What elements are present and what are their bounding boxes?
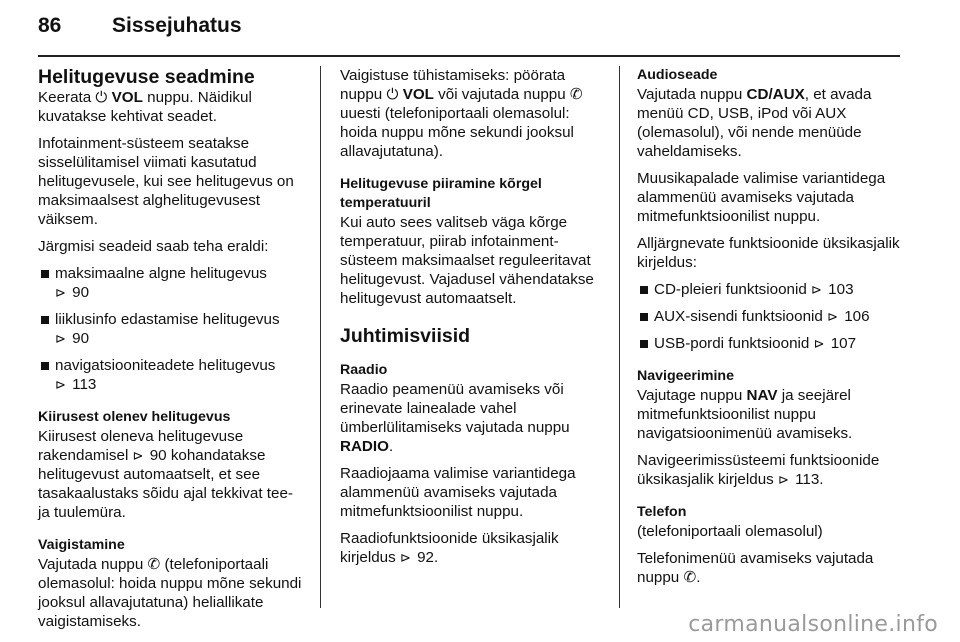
section-heading: Helitugevuse seadmine xyxy=(38,66,255,88)
arrow-icon: ⊳ xyxy=(55,377,66,392)
list-item: liiklusinfo edastamise helitugevus ⊳ 90 xyxy=(38,310,302,348)
watermark: carmanualsonline.info xyxy=(688,612,938,637)
vol-label: VOL xyxy=(111,89,143,106)
paragraph: Kiirusest oleneva helitugevuse rakendamisel ⊳ 90 kohandatakse helitugevust automaatselt, et see tasakaalustaks sõidu ajal tekkivat tee- ja tuulemüra. xyxy=(38,428,293,521)
paragraph: Raadiofunktsioonide üksikasjalik kirjeldus ⊳ 92. xyxy=(340,530,559,566)
subheading: Navigeerimine xyxy=(637,368,734,384)
column-divider-1 xyxy=(320,66,321,608)
cd-aux-label: CD/AUX xyxy=(746,86,805,103)
arrow-icon: ⊳ xyxy=(399,550,411,565)
page-header xyxy=(38,14,900,50)
arrow-icon: ⊳ xyxy=(55,331,66,346)
power-icon: ⏻ xyxy=(95,89,108,106)
page-title: Sissejuhatus xyxy=(112,14,242,37)
list-item: CD-pleieri funktsioonid ⊳ 103 xyxy=(637,280,903,299)
paragraph: Vajutada nuppu ✆ (telefoniportaali olemasolul: hoida nuppu mõne sekundi jooksul allavajutatuna) heliallikate vaigistamiseks. xyxy=(38,556,302,630)
page-ref: 113 xyxy=(72,376,97,393)
subheading: Kiirusest olenev helitugevus xyxy=(38,409,231,425)
phone-icon: ✆ xyxy=(683,569,697,586)
arrow-icon: ⊳ xyxy=(811,282,822,297)
paragraph: Telefonimenüü avamiseks vajutada nuppu ✆. xyxy=(637,550,874,586)
page-ref: 107 xyxy=(830,335,857,352)
phone-icon: ✆ xyxy=(569,86,583,103)
paragraph: Infotainment-süsteem seatakse sisselülitamisel viimati kasutatud helitugevusele, kui see helitugevus on maksimaalsest alghelitugevusest väiksem. xyxy=(38,135,294,228)
subheading: Telefon xyxy=(637,504,687,520)
paragraph: Vajutada nuppu CD/AUX, et avada menüü CD, USB, iPod või AUX (olemasolul), või nende menüüde vaheldamiseks. xyxy=(637,86,872,160)
phone-icon: ✆ xyxy=(147,556,161,573)
vol-label: VOL xyxy=(402,86,434,103)
section-heading: Juhtimisviisid xyxy=(340,325,471,347)
subheading: Audioseade xyxy=(637,67,718,83)
header-divider xyxy=(38,55,900,57)
nav-label: NAV xyxy=(746,387,778,404)
column-divider-2 xyxy=(619,66,620,608)
column-3 xyxy=(637,66,903,595)
subheading: Helitugevuse piiramine kõrgel temperatuuril xyxy=(340,176,542,211)
paragraph: Raadiojaama valimise variantidega alammenüü avamiseks vajutada mitmefunktsioonilist nuppu. xyxy=(340,465,576,520)
arrow-icon: ⊳ xyxy=(827,309,838,324)
subheading: Raadio xyxy=(340,362,388,378)
list-item: AUX-sisendi funktsioonid ⊳ 106 xyxy=(637,307,903,326)
list-item: navigatsiooniteadete helitugevus ⊳ 113 xyxy=(38,356,302,394)
paragraph: Järgmisi seadeid saab teha eraldi: xyxy=(38,238,269,255)
paragraph: Vajutage nuppu NAV ja seejärel mitmefunktsioonilist nuppu navigatsioonimenüü avamiseks. xyxy=(637,387,853,442)
list-item: maksimaalne algne helitugevus ⊳ 90 xyxy=(38,264,302,302)
paragraph: Raadio peamenüü avamiseks või erinevate lainealade vahel ümberlülitamiseks vajutada nuppu RADIO. xyxy=(340,381,570,455)
page-ref: 90 xyxy=(72,330,90,347)
page-ref: 90 xyxy=(72,284,90,301)
list-item: USB-pordi funktsioonid ⊳ 107 xyxy=(637,334,903,353)
paragraph: Alljärgnevate funktsioonide üksikasjalik kirjeldus: xyxy=(637,235,900,271)
paragraph: (telefoniportaali olemasolul) xyxy=(637,523,823,540)
page-number: 86 xyxy=(38,14,62,37)
arrow-icon: ⊳ xyxy=(813,336,825,351)
arrow-icon: ⊳ xyxy=(132,448,144,463)
paragraph: Muusikapalade valimise variantidega alammenüü avamiseks vajutada mitmefunktsioonilist nuppu. xyxy=(637,170,886,225)
paragraph: Vaigistuse tühistamiseks: pöörata nuppu ⏻ VOL või vajutada nuppu ✆ uuesti (telefoniportaali olemasolul: hoida nuppu mõne sekundi jooksul allavajutatuna). xyxy=(340,67,583,160)
paragraph: Keerata ⏻ VOL nuppu. Näidikul kuvatakse kehtivat seadet. xyxy=(38,89,252,125)
page-ref: 106 xyxy=(844,308,870,325)
page-ref: 103 xyxy=(828,281,854,298)
paragraph: Navigeerimissüsteemi funktsioonide üksikasjalik kirjeldus ⊳ 113. xyxy=(637,452,880,488)
subheading: Vaigistamine xyxy=(38,537,125,553)
arrow-icon: ⊳ xyxy=(55,285,66,300)
power-icon: ⏻ xyxy=(386,86,399,103)
radio-label: RADIO xyxy=(340,438,389,455)
paragraph: Kui auto sees valitseb väga kõrge temperatuur, piirab infotainment-süsteem maksimaalset reguleeritavat helitugevust. Vajadusel vähendatakse helitugevust automaatselt. xyxy=(340,214,594,307)
column-1 xyxy=(38,66,302,639)
arrow-icon: ⊳ xyxy=(777,472,789,487)
column-2 xyxy=(340,66,606,575)
